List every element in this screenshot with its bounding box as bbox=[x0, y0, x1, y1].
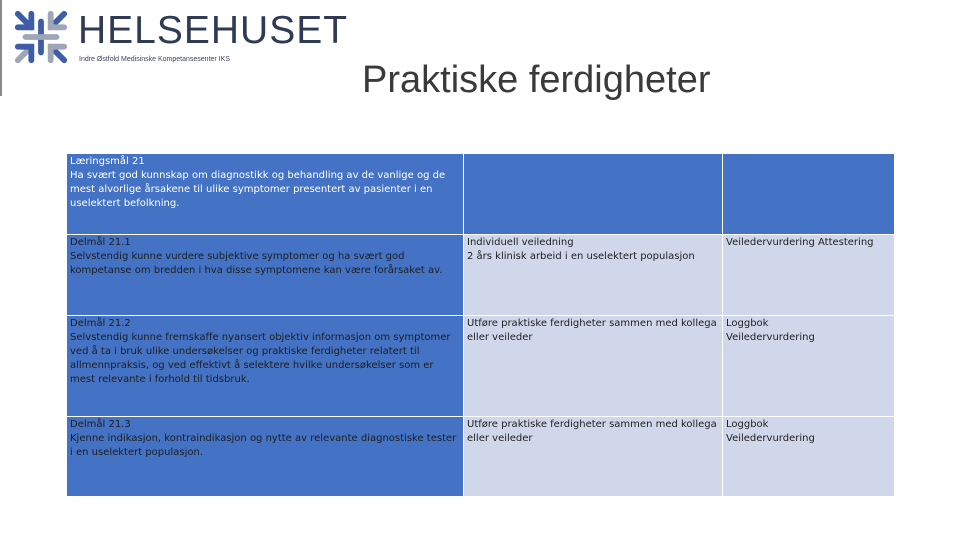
learning-goals-table bbox=[66, 153, 895, 497]
cell-subgoal bbox=[67, 316, 464, 417]
cell-activity bbox=[464, 417, 723, 497]
activity-text: Individuell veiledning 2 års klinisk arbeid i en uselektert populasjon bbox=[467, 237, 695, 262]
cell-evaluation bbox=[723, 417, 895, 497]
helsehuset-logo-mark-icon bbox=[12, 8, 70, 66]
helsehuset-logo bbox=[6, 6, 349, 70]
cell-activity bbox=[464, 235, 723, 316]
cell-subgoal bbox=[67, 417, 464, 497]
goal-title: Læringsmål 21 bbox=[70, 156, 145, 167]
slide-title: Praktiske ferdigheter bbox=[362, 59, 711, 101]
subgoal-description: Kjenne indikasjon, kontraindikasjon og nytte av relevante diagnostiske tester i en uselektert populasjon. bbox=[70, 433, 457, 458]
header-cell-activity bbox=[464, 154, 723, 235]
cell-subgoal bbox=[67, 235, 464, 316]
activity-text: Utføre praktiske ferdigheter sammen med kollega eller veileder bbox=[467, 318, 717, 343]
table-row bbox=[67, 417, 895, 497]
header-cell-evaluation bbox=[723, 154, 895, 235]
slide-left-edge bbox=[0, 0, 2, 96]
header-cell-goal bbox=[67, 154, 464, 235]
subgoal-description: Selvstendig kunne fremskaffe nyansert objektiv informasjon om symptomer ved å ta i bruk ulike undersøkelser og praktiske ferdigheter relatert til allmennpraksis, og ved effektivt å selektere hvilke undersøkelser som er mest relevante i forhold til tidsbruk. bbox=[70, 332, 451, 385]
logo-subtitle: Indre Østfold Medisinske Kompetansesenter IKS bbox=[79, 56, 230, 63]
cell-activity bbox=[464, 316, 723, 417]
table-row bbox=[67, 235, 895, 316]
evaluation-text: Loggbok Veiledervurdering bbox=[726, 318, 815, 343]
evaluation-text: Loggbok Veiledervurdering bbox=[726, 419, 815, 444]
table-row bbox=[67, 316, 895, 417]
cell-evaluation bbox=[723, 316, 895, 417]
subgoal-title: Delmål 21.1 bbox=[70, 237, 131, 248]
subgoal-title: Delmål 21.3 bbox=[70, 419, 131, 430]
activity-text: Utføre praktiske ferdigheter sammen med kollega eller veileder bbox=[467, 419, 717, 444]
evaluation-text: Veiledervurdering Attestering bbox=[726, 237, 874, 248]
table-header-row bbox=[67, 154, 895, 235]
cell-evaluation bbox=[723, 235, 895, 316]
goal-description: Ha svært god kunnskap om diagnostikk og behandling av de vanlige og de mest alvorlige årsakene til ulike symptomer presentert av pasienter i en uselektert befolkning. bbox=[70, 170, 446, 209]
logo-name: HELSEHUSET bbox=[78, 9, 349, 52]
subgoal-description: Selvstendig kunne vurdere subjektive symptomer og ha svært god kompetanse om bredden i hva disse symptomene kan være forårsaket av. bbox=[70, 251, 443, 276]
subgoal-title: Delmål 21.2 bbox=[70, 318, 131, 329]
